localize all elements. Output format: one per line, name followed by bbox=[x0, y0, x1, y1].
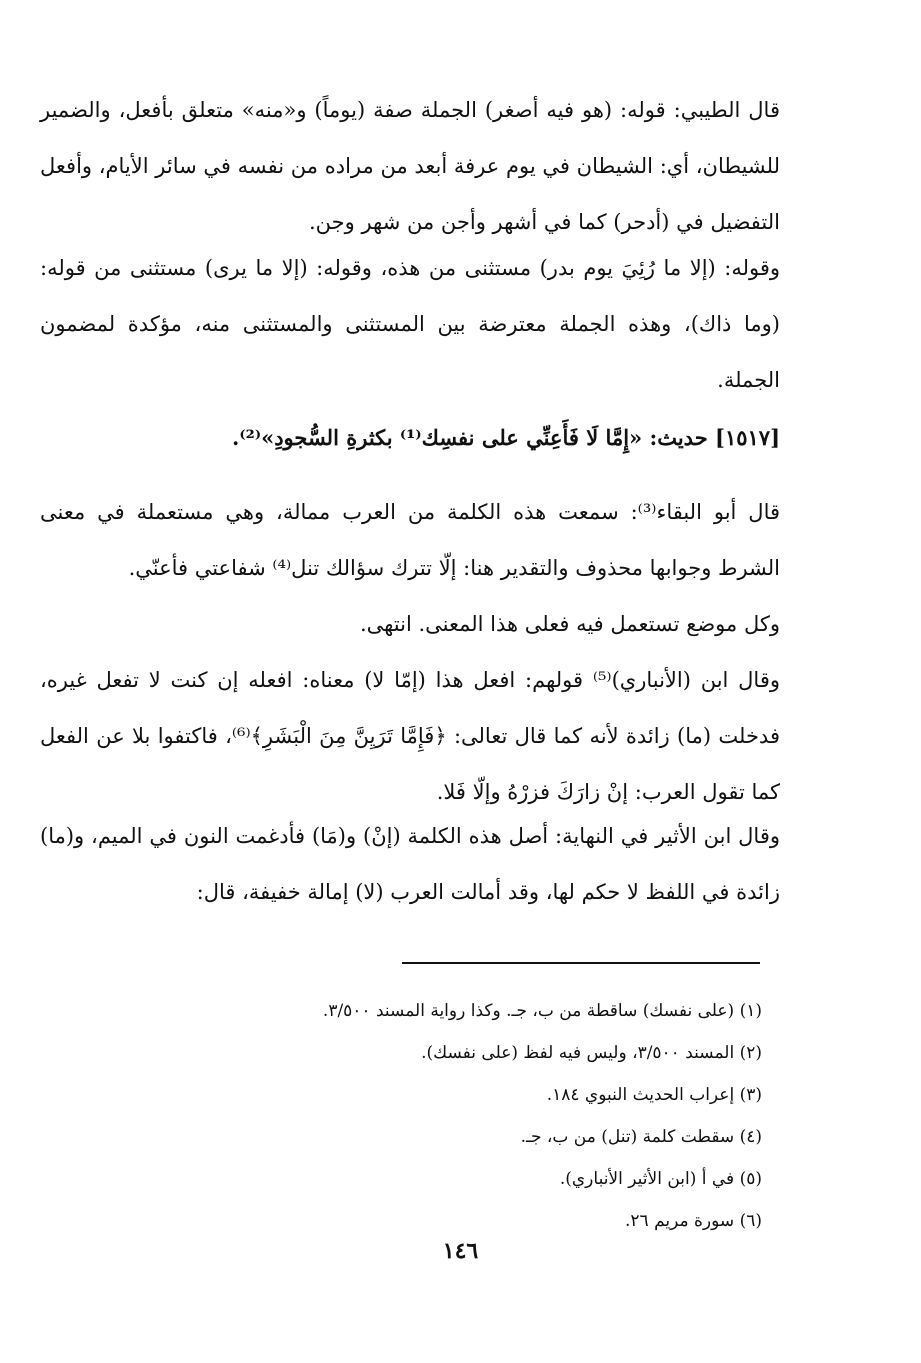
paragraph-conclusion bbox=[40, 596, 780, 652]
paragraph-text: وقوله: (إلا ما رُئِيَ يوم بدر) مستثنى من هذه، وقوله: (إلا ما يرى) مستثنى من قوله: (وما ذاك)، وهذه الجملة معترضة بين المستثنى والمستثنى منه، مؤكدة لمضمون الجملة. bbox=[40, 256, 781, 392]
footnote-divider bbox=[402, 962, 760, 964]
paragraph-text: وكل موضع تستعمل فيه فعلى هذا المعنى. انتهى. bbox=[359, 612, 780, 636]
paragraph-text: وقال ابن (الأنباري)⁽⁵⁾ قولهم: افعل هذا (إمّا لا) معناه: افعله إن كنت لا تفعل غيره، فدخلت (ما) زائدة لأنه كما قال تعالى: ﴿فَإِمَّا تَرَيِنَّ مِنَ الْبَشَرِ﴾⁽⁶⁾، فاكتفوا بلا عن الفعل كما تقول العرب: إنْ زارَكَ فزرْهُ وإلّا فَلا. bbox=[40, 668, 780, 804]
hadith-heading-1517 bbox=[40, 410, 780, 466]
paragraph-exception-comment bbox=[40, 240, 780, 408]
paragraph-text: قال الطيبي: قوله: (هو فيه أصغر) الجملة صفة (يوماً) و«منه» متعلق بأفعل، والضمير للشيطان، أي: الشيطان في يوم عرفة أبعد من مراده من نفسه في سائر الأيام، وأفعل التفضيل في (أدحر) كما في أشهر وأجن من شهر وجن. bbox=[40, 98, 780, 234]
hadith-heading-text: [١٥١٧] حديث: «إِمَّا لَا فَأَعِنِّي على نفسِك⁽¹⁾ بكثرةِ السُّجودِ»⁽²⁾. bbox=[232, 425, 780, 450]
paragraph-abu-al-baqa bbox=[40, 484, 780, 596]
paragraph-ibn-al-anbari bbox=[40, 652, 780, 820]
page-number: ١٤٦ bbox=[442, 1238, 479, 1264]
footnote-3: (٣) إعراب الحديث النبوي ١٨٤. bbox=[546, 1085, 762, 1105]
paragraph-text: قال أبو البقاء⁽³⁾: سمعت هذه الكلمة من العرب ممالة، وهي مستعملة في معنى الشرط وجوابها محذوف والتقدير هنا: إلّا تترك سؤالك تنل⁽⁴⁾ شفاعتي فأعنّي. bbox=[40, 500, 781, 580]
footnote-4: (٤) سقطت كلمة (تنل) من ب، جـ. bbox=[520, 1127, 762, 1147]
footnote-1: (١) (على نفسك) ساقطة من ب، جـ. وكذا رواية المسند ٣/٥٠٠. bbox=[322, 1001, 762, 1021]
paragraph-ibn-al-athir bbox=[40, 808, 780, 920]
footnote-2: (٢) المسند ٣/٥٠٠، وليس فيه لفظ (على نفسك). bbox=[421, 1043, 762, 1063]
footnotes-section bbox=[40, 990, 762, 1242]
footnote-6: (٦) سورة مريم ٢٦. bbox=[625, 1211, 762, 1231]
paragraph-tibi-comment bbox=[40, 82, 780, 250]
footnote-5: (٥) في أ (ابن الأثير الأنباري). bbox=[559, 1169, 762, 1189]
paragraph-text: وقال ابن الأثير في النهاية: أصل هذه الكلمة (إنْ) و(مَا) فأدغمت النون في الميم، و(ما) زائدة في اللفظ لا حكم لها، وقد أمالت العرب (لا) إمالة خفيفة، قال: bbox=[40, 824, 780, 904]
